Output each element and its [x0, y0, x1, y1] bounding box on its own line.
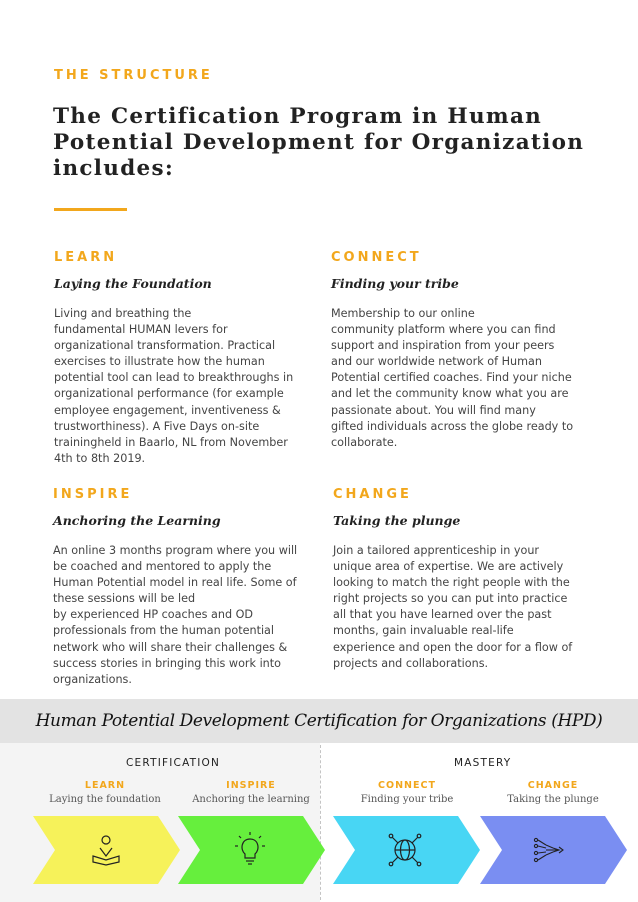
body-line: Human Potential model in real life. Some of	[53, 576, 297, 590]
body-line: and let the community know what you are	[331, 387, 569, 401]
title-line: Potential Development for Organization	[53, 130, 585, 155]
body-line: professionals from the human potential	[53, 624, 275, 638]
body-line: An online 3 months program where you will	[53, 544, 298, 557]
body-line: Membership to our online	[331, 307, 475, 320]
section-subtitle: Anchoring the Learning	[53, 513, 221, 528]
body-line: organizational transformation. Practical	[54, 339, 276, 353]
body-line: trustworthiness). A Five Days on-site	[54, 419, 260, 433]
page-title	[53, 104, 593, 182]
step-label-learn: LEARN	[84, 780, 126, 791]
step-sub-change: Taking the plunge	[507, 794, 599, 805]
title-line: includes:	[53, 156, 175, 181]
group-label-mastery: MASTERY	[454, 757, 512, 769]
body-line: gifted individuals across the globe ready to	[331, 419, 574, 433]
body-line: passionate about. You will find many	[331, 403, 536, 417]
hpd-banner	[0, 699, 638, 743]
body-line: projects and collaborations.	[333, 656, 489, 670]
body-line: organizational performance (for example	[54, 387, 284, 401]
section-heading: CONNECT	[331, 250, 422, 265]
chevron-learn	[33, 816, 180, 884]
section-subtitle: Laying the Foundation	[54, 276, 212, 291]
body-line: Potential certified coaches. Find your niche	[331, 371, 572, 385]
section-connect	[331, 250, 593, 451]
body-line: community platform where you can find	[331, 323, 556, 337]
section-heading: LEARN	[54, 250, 118, 265]
section-body	[53, 543, 315, 688]
step-sub-learn: Laying the foundation	[49, 794, 161, 805]
section-eyebrow: THE STRUCTURE	[54, 68, 213, 83]
group-label-certification: CERTIFICATION	[126, 757, 221, 769]
chevron-inspire	[178, 816, 325, 884]
section-subtitle: Finding your tribe	[331, 276, 459, 291]
section-body	[331, 306, 593, 451]
step-label-connect: CONNECT	[378, 780, 436, 791]
section-body	[54, 306, 316, 467]
body-line: all that you have learned over the past	[333, 608, 552, 622]
body-line: these sessions will be led	[53, 592, 196, 606]
body-line: exercises to illustrate how the human	[54, 355, 265, 369]
body-line: support and inspiration from your peers	[331, 339, 555, 353]
section-heading: INSPIRE	[53, 487, 133, 502]
section-inspire	[53, 487, 315, 688]
title-line: The Certification Program in Human	[53, 104, 543, 129]
pathway-diagram	[0, 743, 638, 902]
body-line: Join a tailored apprenticeship in your	[333, 544, 540, 557]
body-line: success stories in bringing this work into	[53, 656, 281, 670]
body-line: be coached and mentored to apply the	[53, 560, 272, 574]
body-line: looking to match the right people with the	[333, 576, 570, 590]
body-line: employee engagement, inventiveness &	[54, 403, 281, 417]
body-line: months, gain invaluable real-life	[333, 624, 514, 638]
step-sub-inspire: Anchoring the learning	[192, 794, 310, 805]
body-line: by experienced HP coaches and OD	[53, 608, 254, 622]
body-line: fundamental HUMAN levers for	[54, 323, 228, 337]
body-line: and our worldwide network of Human	[331, 355, 542, 369]
section-change	[333, 487, 595, 672]
section-learn	[54, 250, 316, 467]
body-line: Living and breathing the	[54, 307, 192, 320]
step-label-inspire: INSPIRE	[226, 780, 276, 791]
body-line: network who will share their challenges &	[53, 640, 288, 654]
chevron-row	[0, 813, 638, 893]
step-label-change: CHANGE	[527, 780, 579, 791]
title-underline	[54, 208, 127, 211]
body-line: trainingheld in Baarlo, NL from November	[54, 435, 288, 449]
body-line: organizations.	[53, 672, 132, 686]
banner-title: Human Potential Development Certification for Organizations (HPD)	[35, 711, 603, 731]
section-heading: CHANGE	[333, 487, 412, 502]
section-subtitle: Taking the plunge	[333, 513, 461, 528]
body-line: 4th to 8th 2019.	[54, 451, 146, 465]
body-line: right projects so you can put into practice	[333, 592, 568, 606]
step-sub-connect: Finding your tribe	[360, 794, 454, 805]
body-line: potential tool can lead to breakthroughs in	[54, 371, 294, 385]
body-line: experience and open the door for a flow of	[333, 640, 573, 654]
body-line: unique area of expertise. We are actively	[333, 560, 564, 574]
section-body	[333, 543, 595, 672]
body-line: collaborate.	[331, 435, 398, 449]
